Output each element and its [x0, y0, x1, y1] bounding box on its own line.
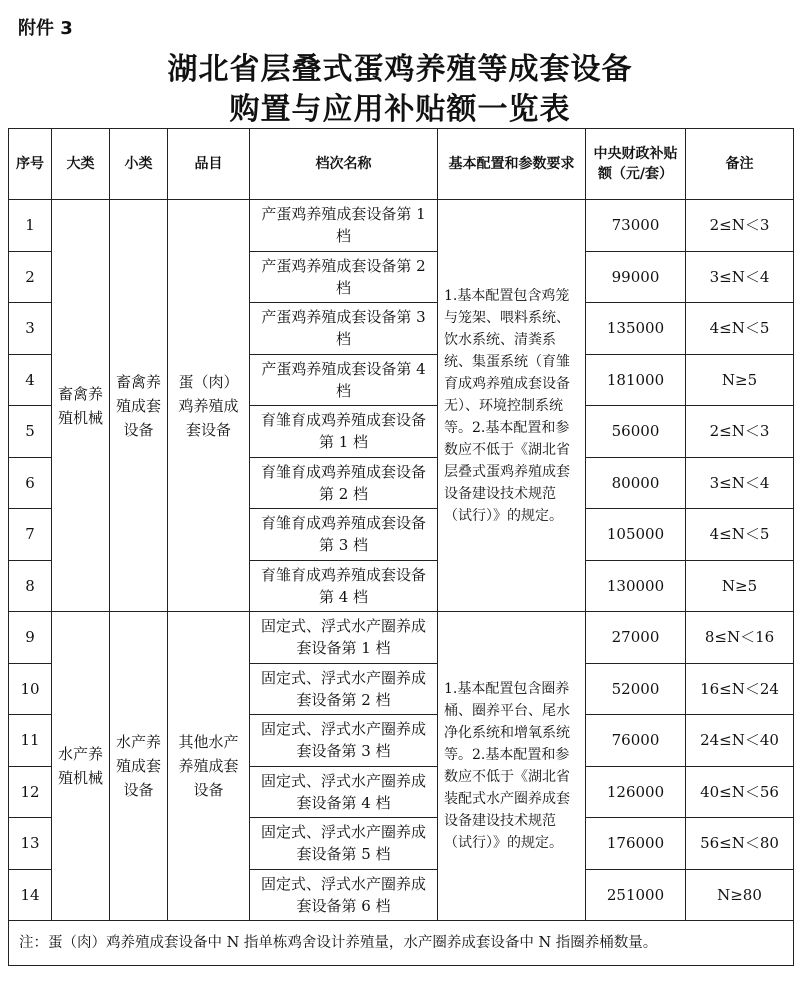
subsidy-cell: 27000 [586, 612, 686, 664]
requirements-cell: 1.基本配置包含鸡笼与笼架、喂料系统、饮水系统、清粪系统、集蛋系统（育雏育成鸡养殖成套设备无）、环境控制系统等。2.基本配置和参数应不低于《湖北省层叠式蛋鸡养殖成套设备建设技术规范（试行）》的规定。 [438, 200, 586, 612]
page-title-line-1: 湖北省层叠式蛋鸡养殖等成套设备 [167, 52, 633, 87]
major-category-cell: 水产养殖机械 [52, 612, 110, 921]
grade-cell: 产蛋鸡养殖成套设备第 3 档 [250, 303, 438, 355]
grade-cell: 固定式、浮式水产圈养成套设备第 1 档 [250, 612, 438, 664]
grade-cell: 育雏育成鸡养殖成套设备第 1 档 [250, 406, 438, 458]
grade-cell: 固定式、浮式水产圈养成套设备第 6 档 [250, 869, 438, 921]
remark-cell: 56≤N＜80 [686, 818, 794, 870]
remark-cell: N≥80 [686, 869, 794, 921]
subsidy-cell: 130000 [586, 560, 686, 612]
header-seq: 序号 [9, 129, 52, 200]
header-grade: 档次名称 [250, 129, 438, 200]
seq-cell: 6 [9, 457, 52, 509]
remark-cell: 2≤N＜3 [686, 200, 794, 252]
grade-cell: 固定式、浮式水产圈养成套设备第 2 档 [250, 663, 438, 715]
seq-cell: 1 [9, 200, 52, 252]
seq-cell: 9 [9, 612, 52, 664]
seq-cell: 5 [9, 406, 52, 458]
seq-cell: 12 [9, 766, 52, 818]
header-major: 大类 [52, 129, 110, 200]
minor-category-cell: 水产养殖成套设备 [110, 612, 168, 921]
grade-cell: 育雏育成鸡养殖成套设备第 3 档 [250, 509, 438, 561]
attachment-label: 附件 3 [18, 18, 73, 39]
grade-cell: 固定式、浮式水产圈养成套设备第 5 档 [250, 818, 438, 870]
table-row [9, 200, 794, 252]
header-item: 品目 [168, 129, 250, 200]
table-row [9, 612, 794, 664]
header-requirements: 基本配置和参数要求 [438, 129, 586, 200]
remark-cell: N≥5 [686, 354, 794, 406]
note-row [9, 921, 794, 966]
remark-cell: 3≤N＜4 [686, 251, 794, 303]
remark-cell: 3≤N＜4 [686, 457, 794, 509]
minor-category-cell: 畜禽养殖成套设备 [110, 200, 168, 612]
remark-cell: 40≤N＜56 [686, 766, 794, 818]
table-header-row [9, 129, 794, 200]
page-title-line-2: 购置与应用补贴额一览表 [229, 92, 571, 127]
item-cell: 蛋（肉）鸡养殖成套设备 [168, 200, 250, 612]
grade-cell: 产蛋鸡养殖成套设备第 1 档 [250, 200, 438, 252]
header-remark: 备注 [686, 129, 794, 200]
seq-cell: 10 [9, 663, 52, 715]
remark-cell: N≥5 [686, 560, 794, 612]
grade-cell: 产蛋鸡养殖成套设备第 4 档 [250, 354, 438, 406]
subsidy-cell: 181000 [586, 354, 686, 406]
subsidy-table [8, 128, 794, 966]
table-note: 注：蛋（肉）鸡养殖成套设备中 N 指单栋鸡舍设计养殖量，水产圈养成套设备中 N 指圈养桶数量。 [9, 921, 794, 966]
remark-cell: 4≤N＜5 [686, 509, 794, 561]
subsidy-cell: 80000 [586, 457, 686, 509]
seq-cell: 3 [9, 303, 52, 355]
grade-cell: 产蛋鸡养殖成套设备第 2 档 [250, 251, 438, 303]
remark-cell: 16≤N＜24 [686, 663, 794, 715]
remark-cell: 24≤N＜40 [686, 715, 794, 767]
seq-cell: 13 [9, 818, 52, 870]
subsidy-cell: 251000 [586, 869, 686, 921]
seq-cell: 11 [9, 715, 52, 767]
header-minor: 小类 [110, 129, 168, 200]
subsidy-cell: 176000 [586, 818, 686, 870]
subsidy-cell: 73000 [586, 200, 686, 252]
item-cell: 其他水产养殖成套设备 [168, 612, 250, 921]
subsidy-cell: 126000 [586, 766, 686, 818]
subsidy-cell: 52000 [586, 663, 686, 715]
seq-cell: 2 [9, 251, 52, 303]
requirements-cell: 1.基本配置包含圈养桶、圈养平台、尾水净化系统和增氧系统等。2.基本配置和参数应不低于《湖北省装配式水产圈养成套设备建设技术规范（试行）》的规定。 [438, 612, 586, 921]
subsidy-cell: 76000 [586, 715, 686, 767]
subsidy-cell: 135000 [586, 303, 686, 355]
seq-cell: 14 [9, 869, 52, 921]
remark-cell: 4≤N＜5 [686, 303, 794, 355]
major-category-cell: 畜禽养殖机械 [52, 200, 110, 612]
grade-cell: 育雏育成鸡养殖成套设备第 2 档 [250, 457, 438, 509]
subsidy-cell: 99000 [586, 251, 686, 303]
subsidy-cell: 105000 [586, 509, 686, 561]
seq-cell: 7 [9, 509, 52, 561]
remark-cell: 8≤N＜16 [686, 612, 794, 664]
seq-cell: 4 [9, 354, 52, 406]
grade-cell: 固定式、浮式水产圈养成套设备第 4 档 [250, 766, 438, 818]
remark-cell: 2≤N＜3 [686, 406, 794, 458]
subsidy-cell: 56000 [586, 406, 686, 458]
seq-cell: 8 [9, 560, 52, 612]
grade-cell: 育雏育成鸡养殖成套设备第 4 档 [250, 560, 438, 612]
header-subsidy: 中央财政补贴额（元/套） [586, 129, 686, 200]
grade-cell: 固定式、浮式水产圈养成套设备第 3 档 [250, 715, 438, 767]
